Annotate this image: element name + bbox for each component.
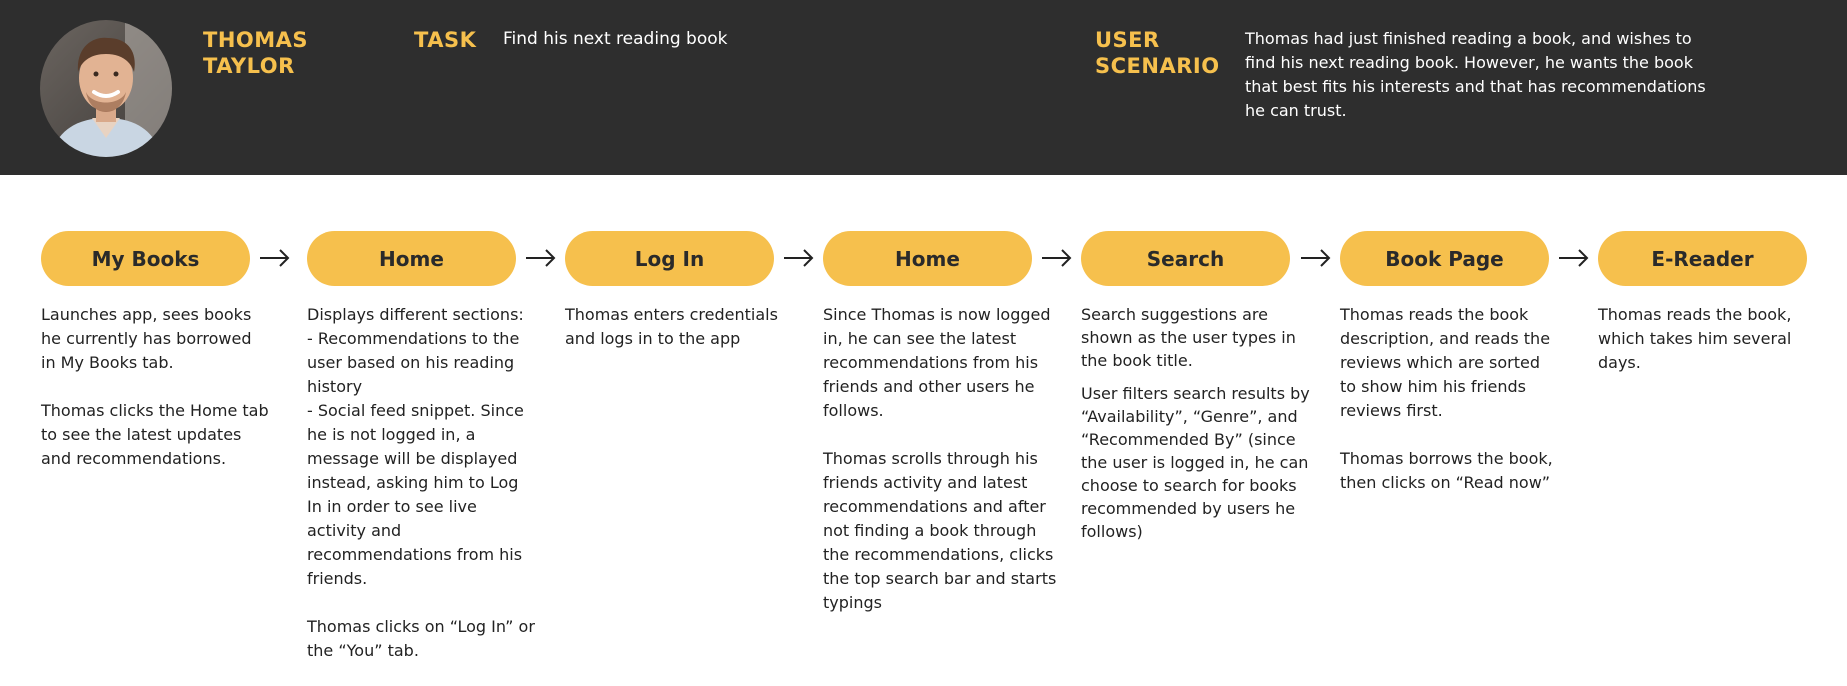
- persona-last-name: TAYLOR: [203, 54, 295, 78]
- step-pill-home: Home: [307, 231, 516, 286]
- step-paragraph: Since Thomas is now logged in, he can see the latest recommendations from his friends and other users he follows.: [823, 305, 1051, 420]
- persona-header: [0, 0, 1847, 175]
- step-paragraph: Thomas borrows the book, then clicks on “Read now”: [1340, 449, 1553, 492]
- scenario-label: [1095, 27, 1220, 79]
- step-paragraph: User filters search results by “Availability”, “Genre”, and “Recommended By” (since the user is logged in, he can choose to search for books recommended by users he follows): [1081, 384, 1310, 541]
- step-paragraph: Thomas reads the book description, and reads the reviews which are sorted to show him his friends reviews first.: [1340, 305, 1551, 420]
- scenario-label-line1: USER: [1095, 28, 1160, 52]
- step-pill-book-page: Book Page: [1340, 231, 1549, 286]
- step-paragraph: Thomas clicks on “Log In” or the “You” tab.: [307, 617, 535, 660]
- step-description-home: [307, 303, 537, 663]
- persona-first-name: THOMAS: [203, 28, 309, 52]
- step-paragraph: Thomas enters credentials and logs in to the app: [565, 305, 778, 348]
- right-arrow-icon: [1040, 243, 1074, 273]
- user-avatar-icon: [40, 20, 172, 157]
- step-paragraph: Launches app, sees books he currently has borrowed in My Books tab.: [41, 305, 252, 372]
- right-arrow-icon: [1299, 243, 1333, 273]
- persona-name: [203, 27, 308, 79]
- step-description-my-books: [41, 303, 271, 471]
- step-pill-search: Search: [1081, 231, 1290, 286]
- task-label: TASK: [414, 28, 477, 52]
- task-text: Find his next reading book: [503, 29, 728, 49]
- step-paragraph: Displays different sections: - Recommendations to the user based on his reading history - Social feed snippet. Since he is not logged in, a message will be displayed instead, asking him to Log In in order to see live activity and recommendations from his friends.: [307, 305, 524, 588]
- step-description-home-logged-in: [823, 303, 1063, 615]
- step-pill-home-logged-in: Home: [823, 231, 1032, 286]
- right-arrow-icon: [782, 243, 816, 273]
- step-description-log-in: [565, 303, 795, 351]
- scenario-text: Thomas had just finished reading a book, and wishes to find his next reading book. However, he wants the book that best fits his interests and that has recommendations he can trust.: [1245, 29, 1706, 120]
- right-arrow-icon: [1557, 243, 1591, 273]
- avatar: [40, 20, 172, 157]
- step-paragraph: Thomas reads the book, which takes him several days.: [1598, 305, 1792, 372]
- step-pill-my-books: My Books: [41, 231, 250, 286]
- step-pill-e-reader: E-Reader: [1598, 231, 1807, 286]
- step-paragraph: Thomas clicks the Home tab to see the latest updates and recommendations.: [41, 401, 269, 468]
- scenario-label-line2: SCENARIO: [1095, 54, 1220, 78]
- step-description-book-page: [1340, 303, 1558, 495]
- right-arrow-icon: [258, 243, 292, 273]
- step-description-search: [1081, 303, 1321, 553]
- step-paragraph: Search suggestions are shown as the user types in the book title.: [1081, 305, 1296, 370]
- right-arrow-icon: [524, 243, 558, 273]
- step-pill-log-in: Log In: [565, 231, 774, 286]
- step-paragraph: Thomas scrolls through his friends activity and latest recommendations and after not finding a book through the recommendations, clicks the top search bar and starts typings: [823, 449, 1057, 612]
- step-description-e-reader: [1598, 303, 1813, 375]
